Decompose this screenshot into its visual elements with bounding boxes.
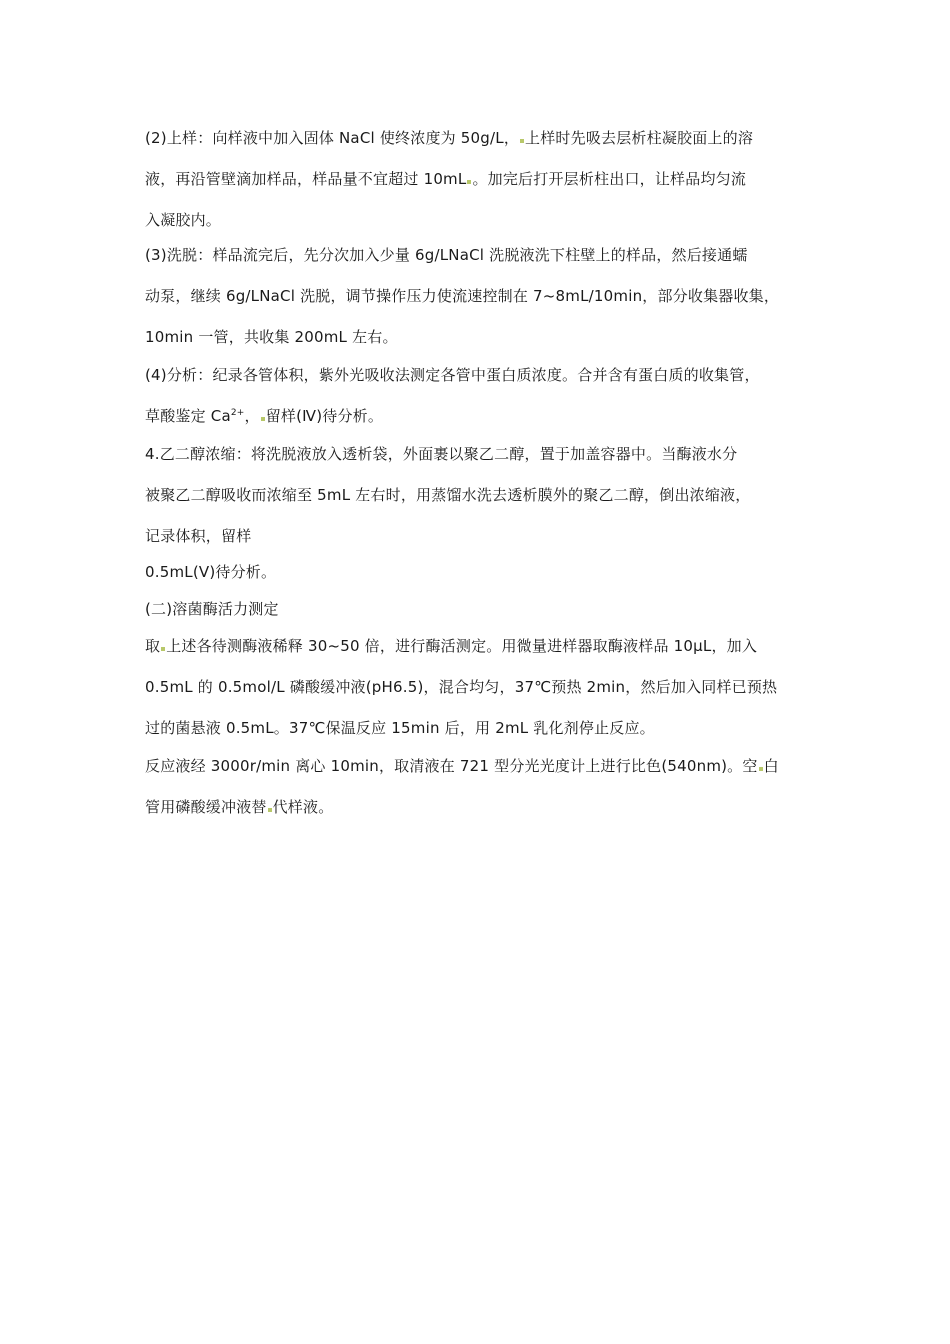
text-line	[145, 245, 748, 265]
section-heading	[145, 599, 279, 619]
text-segment: 0.5mL 的 0.5mol/L 磷酸缓冲液(pH6.5)，混合均匀，37℃预热 2min，然后加入同样已预热	[145, 678, 778, 696]
text-line	[145, 562, 276, 582]
text-segment: (二)溶菌酶活力测定	[145, 600, 279, 618]
text-line	[145, 327, 398, 347]
text-line	[145, 718, 655, 738]
text-segment: 记录体积，留样	[145, 527, 252, 545]
text-line	[145, 756, 779, 776]
text-line	[145, 210, 221, 230]
text-segment: 白	[763, 757, 779, 775]
text-segment: 动泵，继续 6g/LNaCl 洗脱，调节操作压力使流速控制在 7~8mL/10min，部分收集器收集，	[145, 287, 780, 305]
text-segment: 4.乙二醇浓缩：将洗脱液放入透析袋，外面裹以聚乙二醇，置于加盖容器中。当酶液水分	[145, 445, 738, 463]
text-line	[145, 444, 737, 464]
text-line	[145, 677, 777, 697]
highlight-mark	[261, 417, 265, 421]
text-segment: 液，再沿管壁滴加样品，样品量不宜超过 10mL	[145, 170, 467, 188]
text-segment: 入凝胶内。	[145, 211, 222, 229]
text-line	[145, 485, 750, 505]
text-line	[145, 797, 333, 817]
text-segment: 取	[145, 637, 161, 655]
text-segment: 。加完后打开层析柱出口，让样品均匀流	[472, 170, 747, 188]
text-segment: 10min 一管，共收集 200mL 左右。	[145, 328, 398, 346]
highlight-mark	[520, 139, 524, 143]
text-segment: 上述各待测酶液稀释 30~50 倍，进行酶活测定。用微量进样器取酶液样品 10μL，加入	[166, 637, 758, 655]
text-segment: 被聚乙二醇吸收而浓缩至 5mL 左右时，用蒸馏水洗去透析膜外的聚乙二醇，倒出浓缩液，	[145, 486, 751, 504]
text-segment: 0.5mL(Ⅴ)待分析。	[145, 563, 277, 581]
text-segment: ，	[244, 407, 260, 425]
highlight-mark	[268, 808, 272, 812]
highlight-mark	[467, 180, 471, 184]
highlight-mark	[161, 647, 165, 651]
text-line	[145, 286, 779, 306]
text-segment: 草酸鉴定 Ca	[145, 407, 231, 425]
text-line	[145, 169, 746, 189]
text-segment: (3)洗脱：样品流完后，先分次加入少量 6g/LNaCl 洗脱液洗下柱壁上的样品，然后接通蠕	[145, 246, 748, 264]
text-line	[145, 365, 760, 385]
text-segment: 反应液经 3000r/min 离心 10min，取清液在 721 型分光光度计上进行比色(540nm)。空	[145, 757, 758, 775]
text-segment: (4)分析：纪录各管体积，紫外光吸收法测定各管中蛋白质浓度。合并含有蛋白质的收集管，	[145, 366, 760, 384]
text-line	[145, 128, 753, 148]
superscript: 2+	[230, 408, 245, 418]
text-line	[145, 526, 251, 546]
text-segment: 上样时先吸去层析柱凝胶面上的溶	[525, 129, 754, 147]
text-segment: 留样(Ⅳ)待分析。	[265, 407, 384, 425]
text-line	[145, 636, 757, 656]
text-segment: 代样液。	[272, 798, 334, 816]
text-segment: 管用磷酸缓冲液替	[145, 798, 267, 816]
text-segment: (2)上样：向样液中加入固体 NaCl 使终浓度为 50g/L，	[145, 129, 520, 147]
highlight-mark	[759, 767, 763, 771]
text-segment: 过的菌悬液 0.5mL。37℃保温反应 15min 后，用 2mL 乳化剂停止反应。	[145, 719, 655, 737]
text-line	[145, 406, 383, 426]
